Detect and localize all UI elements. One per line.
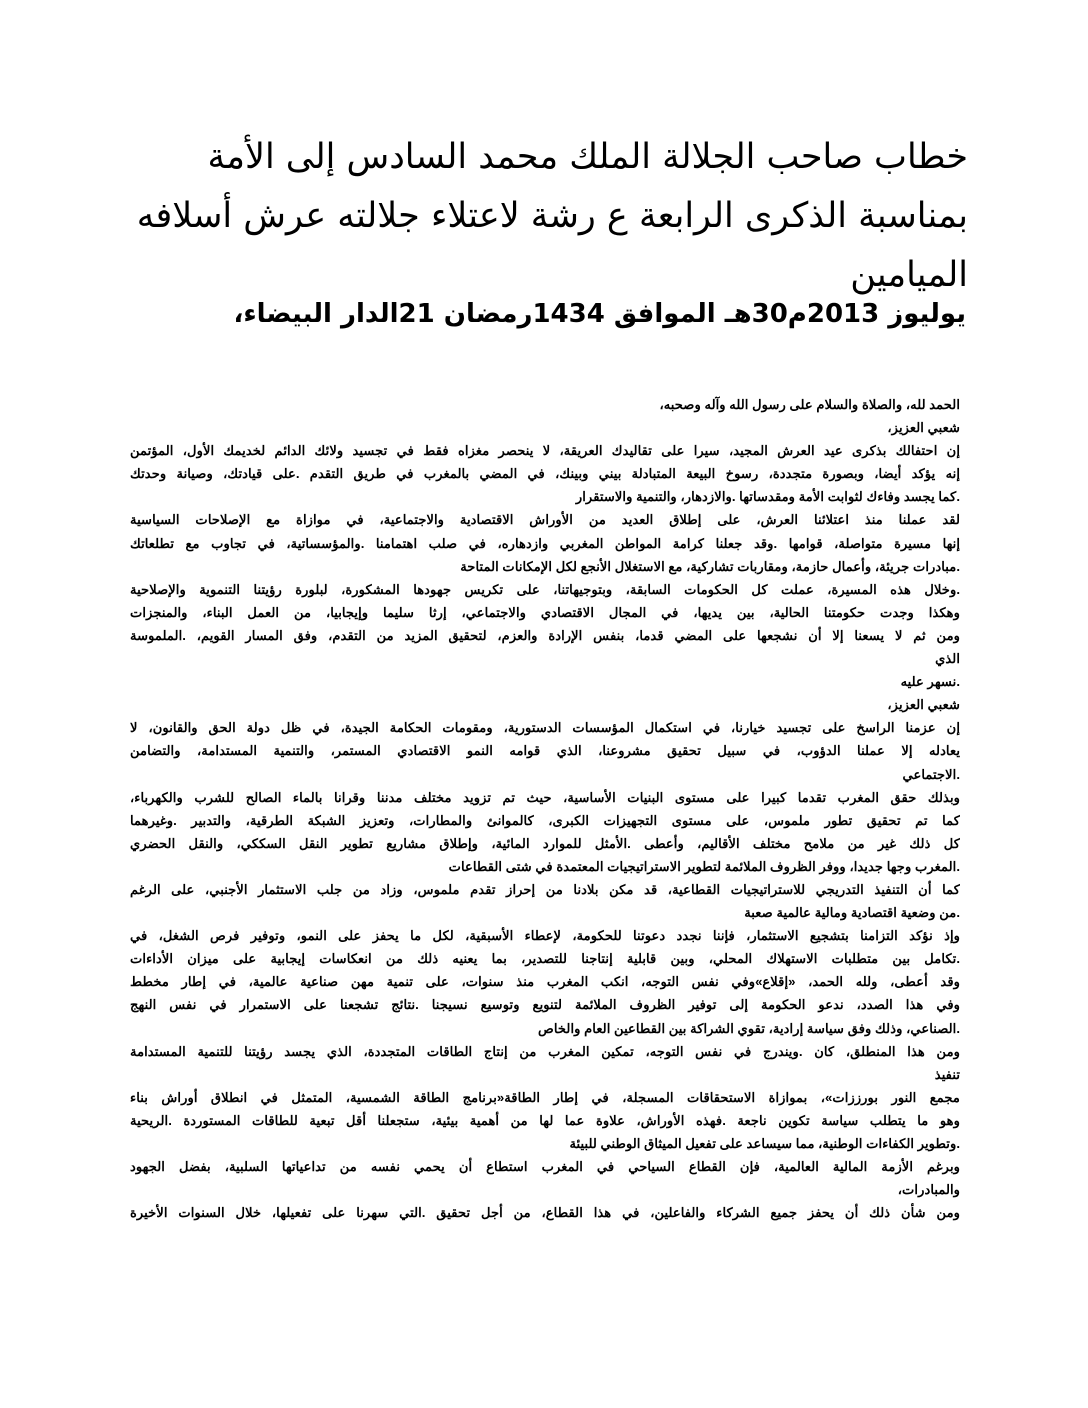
body-line: .وخلال هذه المسيرة، عملت كل الحكومات السابقة، وبتوجيهاتنا، على تكريس جهودها المشكورة، لبلورة رؤيتنا التنموية والإصلاحية	[130, 581, 960, 597]
body-line: .تكامل بين متطلبات الاستهلاك المحلي، وبين قابلية إنتاجنا للتصدير، بما يعنيه ذلك من انعكاسات إيجابية على ميزان الأداءات	[130, 951, 960, 967]
body-line: تنفيذ	[934, 1066, 960, 1082]
body-line: ومن شأن ذلك أن يحفز جميع الشركاء والفاعلين، في هذا القطاع، من أجل تحقيق .التي سهرنا على تفعيلها، خلال السنوات الأخيرة	[130, 1205, 960, 1221]
body-line: .الصناعي، وذلك وفق سياسة إرادية، تقوي الشراكة بين القطاعين العام والخاص	[537, 1020, 960, 1036]
body-line: شعبي العزيز،	[887, 697, 960, 713]
body-line: لقد عملنا منذ اعتلائنا العرش، على إطلاق العديد من الأوراش الاقتصادية والاجتماعية، في موازاة مع الإصلاحات السياسية	[130, 512, 960, 528]
body-line: إن عزمنا الراسخ على تجسيد خيارنا، في استكمال المؤسسات الدستورية، ومقومات الحكامة الجيدة، في ظل دولة الحق والقانون، لا	[130, 720, 960, 736]
title-line: بمناسبة الذكرى الرابعة ع رشة لاعتلاء جلالته عرش أسلافه	[136, 196, 968, 236]
title-line: خطاب صاحب الجلالة الملك محمد السادس إلى الأمة	[207, 137, 968, 177]
body-line: كما أن التنفيذ التدريجي للاستراتيجيات القطاعية، قد مكن بلادنا من إحراز تقدم ملموس، وزاد من جلب الاستثمار الأجنبي، على الرغم	[130, 881, 960, 897]
body-line: وهو ما يتطلب سياسة تكوين ناجعة .فهذه الأوراش، علاوة عما لها من أهمية بيئية، ستجعلنا أقل تبعية للطاقات المستوردة .الريحية	[130, 1112, 960, 1128]
body-line: .كما يجسد وفاءك لثوابت الأمة ومقدساتها .والازدهار، والتنمية والاستقرار	[575, 489, 960, 505]
speech-body	[130, 393, 960, 1224]
body-line: والمبادرات،	[897, 1182, 960, 1198]
body-line: ومن ثم لا يسعنا إلا أن نشجعها على المضي قدما، بنفس الإرادة والعزم، لتحقيق المزيد من التقدم، وفق المسار القويم، .الملموسة	[130, 627, 960, 643]
body-line: .مبادرات جريئة، وأعمال حازمة، ومقاربات تشاركية، مع الاستغلال الأنجع لكل الإمكانات المتاحة	[460, 558, 960, 574]
body-line: .نسهر عليه	[900, 674, 960, 690]
body-line: إن احتفالك بذكرى عيد العرش المجيد، سيرا على تقاليدك العريقة، لا ينحصر مغزاه فقط في تجسيد ولائك الدائم لخديمك الأول، المؤتمن	[130, 443, 960, 459]
body-line: كل ذلك غير من ملامح مختلف الأقاليم، وأعطى .الأمثل للموارد المائية، وإطلاق مشاريع تطوير النقل السككي، والنقل الحضري	[130, 835, 960, 851]
body-line: .وتطوير الكفاءات الوطنية، مما سيساعد على تفعيل الميثاق الوطني للبيئة	[569, 1136, 960, 1151]
body-line: وفي هذا الصدد، ندعو الحكومة إلى توفير الظروف الملائمة لتنويع وتوسيع نسيجنا .نتائج تشجعنا على الاستمرار في نفس النهج	[130, 997, 960, 1013]
body-line: وبذلك حقق المغرب تقدما كبيرا على مستوى البنيات الأساسية، حيث تم تزويد مختلف مدننا وقرانا بالماء الصالح للشرب والكهرباء،	[130, 789, 960, 805]
body-line: .من وضعية اقتصادية ومالية عالمية صعبة	[744, 905, 960, 921]
body-line: الذي	[935, 651, 960, 667]
body-line: وهكذا وجدت حكومتنا الحالية، بين يديها، في المجال الاقتصادي والاجتماعي، إرثا سليما وإيجابيا، من العمل البناء، والمنجزات	[130, 604, 960, 620]
body-line: الحمد لله، والصلاة والسلام على رسول الله وآله وصحبه،	[659, 397, 960, 412]
body-line: وإذ نؤكد التزامنا بتشجيع الاستثمار، فإننا نجدد دعوتنا للحكومة، لإعطاء الأسبقية، لكل ما يحفز على النمو، وتوفير فرص الشغل، في	[130, 928, 960, 944]
body-line: وبرغم الأزمة المالية العالمية، فإن القطاع السياحي في المغرب استطاع أن يحمي نفسه من تداعياتها السلبية، بفضل الجهود	[130, 1159, 960, 1175]
body-line: إنه يؤكد أيضا، وبصورة متجددة، رسوخ البيعة المتبادلة بيني وبينك، في المضي بالمغرب في طريق التقدم .على قيادتك، وصيانة وحدتك	[130, 466, 960, 482]
body-line: كما تم تحقيق تطور ملموس، على مستوى التجهيزات الكبرى، كالموانئ والمطارات، وتعزيز الشبكة الطرقية، والتدبير .وغيرهما	[130, 812, 960, 828]
body-line: .الاجتماعي	[902, 766, 960, 782]
body-line: .المغرب وجها جديدا، ووفر الظروف الملائمة لتطوير الاستراتيجيات المعتمدة في شتى القطاعات	[448, 858, 960, 874]
body-line: ومن هذا المنطلق، كان .ويندرج في نفس التوجه، تمكين المغرب من إنتاج الطاقات المتجددة، الذي يجسد رؤيتنا للتنمية المستدامة	[130, 1043, 960, 1059]
body-line: إنها مسيرة متواصلة، قوامها .وقد جعلنا كرامة المواطن المغربي وازدهاره، في صلب اهتمامنا .والمؤسساتية، في تجاوب مع تطلعاتك	[130, 535, 960, 551]
body-line: وقد أعطى، ولله الحمد، «إقلاع»وفي نفس التوجه، انكب المغرب منذ سنوات، على تنمية مهن صناعية عالمية، في إطار مخطط	[130, 974, 960, 990]
speech-title	[68, 128, 968, 305]
body-line: مجمع النور بورززات»، بموازاة الاستحقاقات المسجلة، في إطار الطاقة«برنامج الطاقة الشمسية، المتمثل في انطلاق أوراش بناء	[130, 1089, 960, 1105]
body-line: شعبي العزيز،	[887, 420, 960, 436]
title-line: الميامين	[850, 255, 968, 295]
speech-dateline: يوليوز 2013م30هـ الموافق 1434رمضان 21الدار البيضاء،	[233, 299, 966, 329]
body-line: يعادله إلا عملنا الدؤوب، في سبيل تحقيق مشروعنا، الذي قوامه النمو الاقتصادي المستمر، والتنمية المستدامة، والتضامن	[130, 743, 960, 759]
